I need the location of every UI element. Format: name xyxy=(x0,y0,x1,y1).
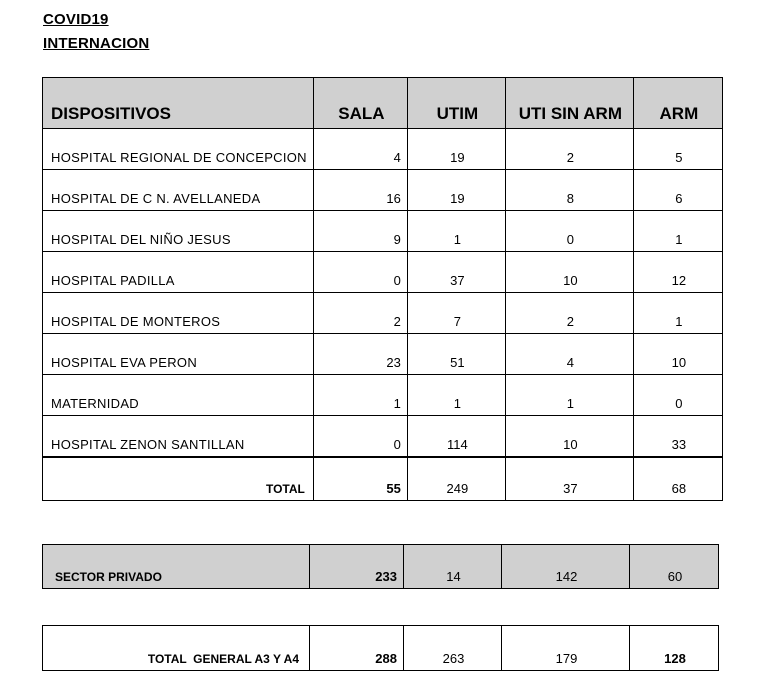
hospital-name: HOSPITAL PADILLA xyxy=(43,252,314,293)
cell-uti-sin-arm: 2 xyxy=(505,129,633,170)
cell-utim: 7 xyxy=(407,293,505,334)
cell-arm: 5 xyxy=(633,129,722,170)
cell-utim: 37 xyxy=(407,252,505,293)
total-arm: 68 xyxy=(633,457,722,501)
cell-uti-sin-arm: 2 xyxy=(505,293,633,334)
cell-sala: 4 xyxy=(313,129,407,170)
hospital-name: HOSPITAL DEL NIÑO JESUS xyxy=(43,211,314,252)
sector-privado-row xyxy=(43,545,719,589)
document-title: COVID19 xyxy=(43,11,109,28)
table-row xyxy=(43,416,723,457)
cell-arm: 6 xyxy=(633,170,722,211)
total-general-arm: 128 xyxy=(630,626,719,671)
cell-sala: 0 xyxy=(313,416,407,457)
sector-privado-utim: 14 xyxy=(404,545,502,589)
table-row xyxy=(43,375,723,416)
hospital-name: HOSPITAL DE C N. AVELLANEDA xyxy=(43,170,314,211)
cell-utim: 19 xyxy=(407,170,505,211)
table-row xyxy=(43,129,723,170)
total-label: TOTAL xyxy=(43,457,314,501)
total-general-utim: 263 xyxy=(404,626,502,671)
table-row xyxy=(43,211,723,252)
cell-sala: 9 xyxy=(313,211,407,252)
hospital-name: MATERNIDAD xyxy=(43,375,314,416)
cell-sala: 23 xyxy=(313,334,407,375)
cell-arm: 0 xyxy=(633,375,722,416)
hospital-name: HOSPITAL EVA PERON xyxy=(43,334,314,375)
header-arm: ARM xyxy=(633,78,722,129)
cell-uti-sin-arm: 10 xyxy=(505,416,633,457)
cell-utim: 51 xyxy=(407,334,505,375)
cell-utim: 19 xyxy=(407,129,505,170)
cell-sala: 1 xyxy=(313,375,407,416)
header-utim: UTIM xyxy=(407,78,505,129)
header-dispositivos: DISPOSITIVOS xyxy=(43,78,314,129)
cell-uti-sin-arm: 4 xyxy=(505,334,633,375)
hospital-name: HOSPITAL DE MONTEROS xyxy=(43,293,314,334)
hospital-name: HOSPITAL ZENON SANTILLAN xyxy=(43,416,314,457)
sector-privado-arm: 60 xyxy=(630,545,719,589)
table-row xyxy=(43,252,723,293)
cell-uti-sin-arm: 10 xyxy=(505,252,633,293)
cell-utim: 1 xyxy=(407,375,505,416)
cell-sala: 16 xyxy=(313,170,407,211)
internacion-table xyxy=(42,77,723,501)
sector-privado-sala: 233 xyxy=(310,545,404,589)
hospital-name: HOSPITAL REGIONAL DE CONCEPCION xyxy=(43,129,314,170)
table-row xyxy=(43,170,723,211)
total-uti-sin-arm: 37 xyxy=(505,457,633,501)
total-general-row xyxy=(43,626,719,671)
cell-arm: 33 xyxy=(633,416,722,457)
cell-sala: 0 xyxy=(313,252,407,293)
total-general-label: TOTAL GENERAL A3 Y A4 xyxy=(43,626,310,671)
sector-privado-label: SECTOR PRIVADO xyxy=(43,545,310,589)
cell-sala: 2 xyxy=(313,293,407,334)
total-general-uti-sin-arm: 179 xyxy=(502,626,630,671)
document-subtitle: INTERNACION xyxy=(43,35,150,52)
cell-uti-sin-arm: 1 xyxy=(505,375,633,416)
sector-privado-table xyxy=(42,544,719,589)
sector-privado-uti-sin-arm: 142 xyxy=(502,545,630,589)
cell-utim: 1 xyxy=(407,211,505,252)
cell-uti-sin-arm: 8 xyxy=(505,170,633,211)
cell-arm: 12 xyxy=(633,252,722,293)
header-uti-sin-arm: UTI SIN ARM xyxy=(505,78,633,129)
table-row xyxy=(43,334,723,375)
total-utim: 249 xyxy=(407,457,505,501)
table-header-row xyxy=(43,78,723,129)
cell-utim: 114 xyxy=(407,416,505,457)
total-general-sala: 288 xyxy=(310,626,404,671)
cell-arm: 1 xyxy=(633,293,722,334)
cell-uti-sin-arm: 0 xyxy=(505,211,633,252)
cell-arm: 1 xyxy=(633,211,722,252)
total-sala: 55 xyxy=(313,457,407,501)
table-row xyxy=(43,293,723,334)
cell-arm: 10 xyxy=(633,334,722,375)
total-general-table xyxy=(42,625,719,671)
total-row xyxy=(43,457,723,501)
header-sala: SALA xyxy=(313,78,407,129)
